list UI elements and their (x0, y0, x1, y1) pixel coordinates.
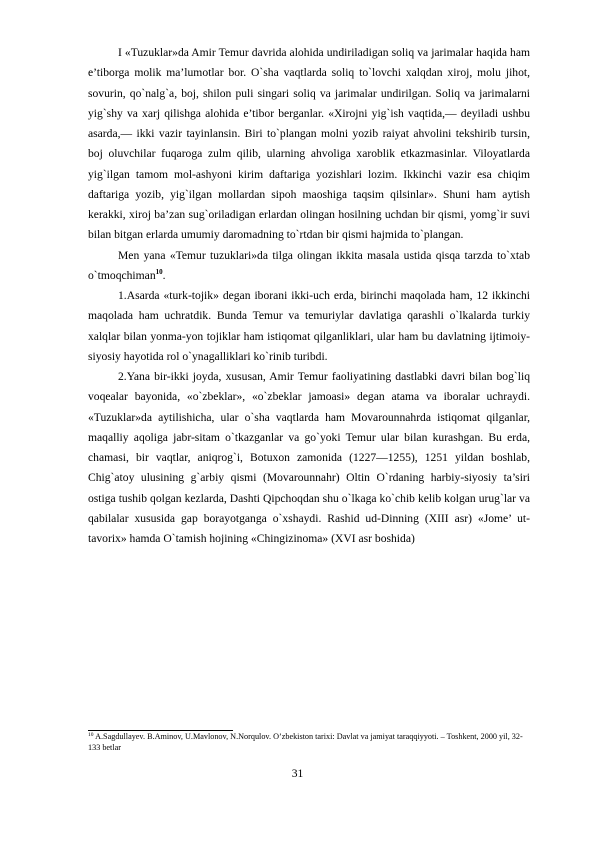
paragraph-ozbeklar (88, 367, 530, 549)
paragraph-turk-tojik (88, 286, 530, 367)
body-text (88, 43, 530, 549)
footnote-text: A.Sagdullayev. B.Aminov, U.Mavlonov, N.Norqulov. O’zbekiston tarixi: Davlat va jamiyat taraqqiyyoti. – Toshkent, 2000 yil, 32-133 betlar (88, 732, 523, 752)
paragraph-text: I «Tuzuklar»da Amir Temur davrida alohida undiriladigan soliq va jarimalar haqida ham e’tiborga molik ma’lumotlar bor. O`sha vaqtlarda soliq to`lovchi xalqdan xiroj, molu jihot, sovurin, qo`nalg`a, boj, shilon puli singari soliq va jarimalar undirilgan. Soliq va jarimalarni yig`shy va xarj qilishga alohida e’tibor berganlar. «Xirojni yig`ish vaqtida,— deyiladi ushbu asarda,— ikki vazir tayinlansin. Biri to`plangan molni yozib raiyat ahvolini tekshirib tursin, boj oluvchilar fuqaroga zulm qilib, ularning ahvoliga xaroblik etkazmasinlar. Viloyatlarda yig`ilgan tamom mol-ashyoni kirim daftariga yozishlari lozim. Ikkinchi vazir esa chiqim daftariga yozib, yig`ilgan mollardan sipoh maoshiga taqsim qilsinlar». Shuni ham aytish kerakki, xiroj ba’zan sug`oriladigan erlardan olingan hosilning uchdan bir qismi, yomg`ir suvi bilan bitgan erlarda umumiy daromadning to`rtdan bir qismi hajmida to`plangan. (88, 46, 530, 242)
paragraph-tuzuklar-taxes (88, 43, 530, 246)
footnote-divider (88, 730, 233, 731)
footnote-marker: 10 (88, 732, 94, 738)
paragraph-text: 1.Asarda «turk-tojik» degan iborani ikki-uch erda, birinchi maqolada ham, 12 ikkinchi maqolada ham uchratdik. Bunda Temur va temuriylar davlatiga qarashli o`lkalarda turkiy xalqlar bilan yonma-yon tojiklar ham istiqomat qilganliklari, ular ham bu davlatning ijtimoiy-siyosiy hayotida rol o`ynagalliklari ko`rinib turibdi. (88, 289, 530, 363)
paragraph-two-questions (88, 246, 530, 287)
footnote (88, 732, 530, 753)
paragraph-punctuation: . (162, 268, 166, 282)
footnote-reference[interactable]: 10 (155, 267, 163, 276)
page-number: 31 (291, 767, 304, 780)
paragraph-text: 2.Yana bir-ikki joyda, xususan, Amir Temur faoliyatining dastlabki davri bilan bog`liq voqealar bayonida, «o`zbeklar», «o`zbeklar jamoasi» degan atama va iboralar uchraydi. «Tuzuklar»da aytilishicha, ular o`sha vaqtlarda ham Movarounnahrda istiqomat qilganlar, maqalliy aqoliga jabr-sitam o`tkazganlar va go`yoki Temur ular bilan kurashgan. Bu erda, chamasi, bir vaqtlar, aniqrog`i, Botuxon zamonida (1227—1255), 1251 yildan boshlab, Chig`atoy ulusining g`arbiy qismi (Movarounnahr) Oltin O`rdaning harbiy-siyosiy ta’siri ostiga tushib qolgan kezlarda, Dashti Qipchoqdan shu o`lkaga ko`chib kelib kolgan urug`lar va qabilalar xususida gap borayotganga o`xshaydi. Rashid ud-Dinning (XIII asr) «Jome’ ut-tavorix» hamda O`tamish hojining «Chingizinoma» (XVI asr boshida) (88, 370, 530, 545)
paragraph-text: Men yana «Temur tuzuklari»da tilga olingan ikkita masala ustida qisqa tarzda to`xtab o`tmoqchiman (88, 248, 530, 282)
